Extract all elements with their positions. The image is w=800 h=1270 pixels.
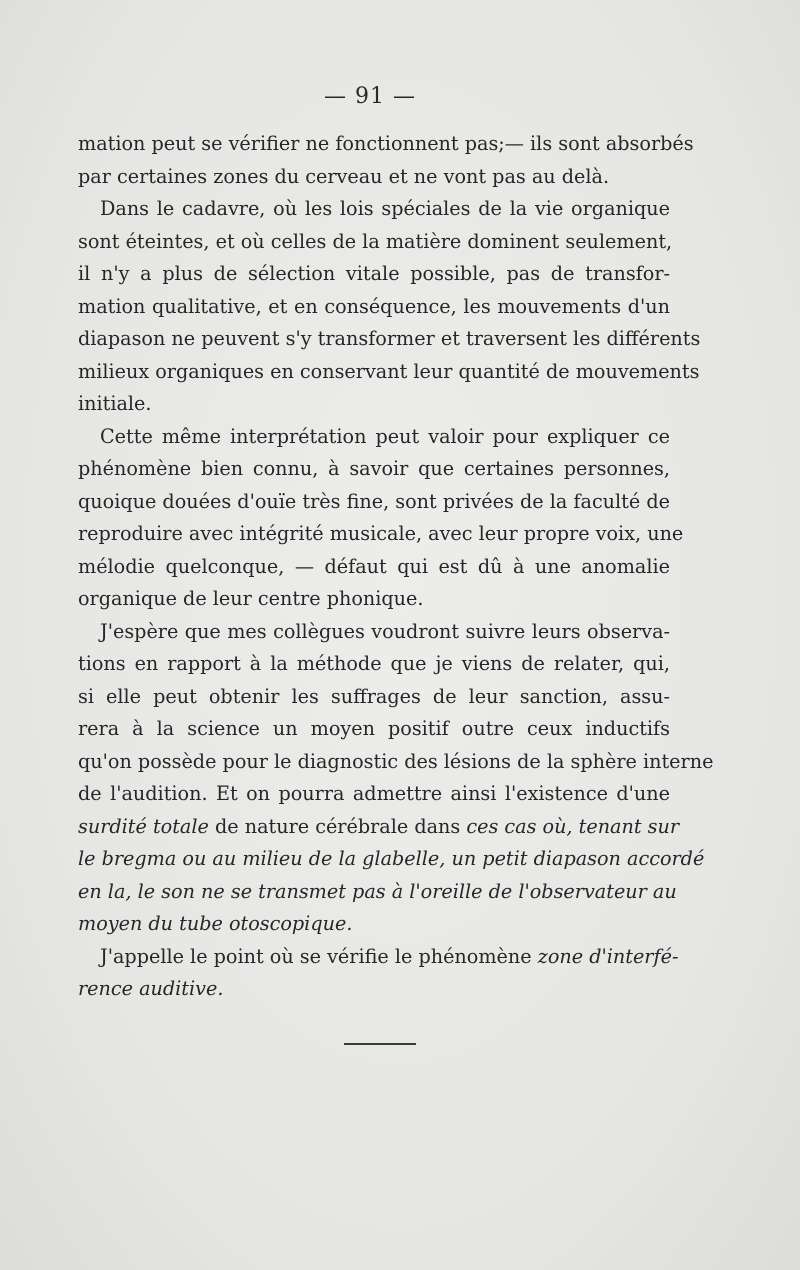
text-line: milieux organiques en conservant leur quantité de mouvements <box>78 359 700 383</box>
italic-phrase: surdité totale <box>78 814 209 838</box>
text-line: surdité totale de nature cérébrale dans ces cas où, tenant sur <box>78 814 680 838</box>
page-number: — 91 — <box>324 84 416 109</box>
text-line: tions en rapport à la méthode que je viens de relater, qui, <box>78 652 670 675</box>
text-line: qu'on possède pour le diagnostic des lésions de la sphère interne <box>78 749 714 773</box>
paragraph-start-line: J'espère que mes collègues voudront suivre leurs observa- <box>100 619 670 643</box>
italic-phrase: zone d'interfé- <box>537 944 679 968</box>
text-line: de l'audition. Et on pourra admettre ainsi l'existence d'une <box>78 782 670 805</box>
text-line: rera à la science un moyen positif outre ceux inductifs <box>78 717 670 740</box>
text-line: mation peut se vérifier ne fonctionnent pas;— ils sont absorbés <box>78 132 694 155</box>
text-line: il n'y a plus de sélection vitale possible, pas de transfor- <box>78 262 670 285</box>
text-line: quoique douées d'ouïe très fine, sont privées de la faculté de <box>78 489 670 513</box>
paragraph-start-line: J'appelle le point où se vérifie le phénomène zone d'interfé- <box>100 944 679 968</box>
italic-line: en la, le son ne se transmet pas à l'oreille de l'observateur au <box>78 879 677 903</box>
italic-line: moyen du tube otoscopique. <box>78 912 353 935</box>
text-line: organique de leur centre phonique. <box>78 587 424 610</box>
text-line: mélodie quelconque, — défaut qui est dû à une anomalie <box>78 554 670 578</box>
italic-line: le bregma ou au milieu de la glabelle, un petit diapason accordé <box>78 847 705 870</box>
paragraph-start-line: Dans le cadavre, où les lois spéciales de la vie organique <box>100 197 670 220</box>
text-line: mation qualitative, et en conséquence, les mouvements d'un <box>78 294 670 318</box>
text-line: par certaines zones du cerveau et ne vont pas au delà. <box>78 164 610 188</box>
paragraph-start-line: Cette même interprétation peut valoir pour expliquer ce <box>100 424 670 448</box>
text-line: phénomène bien connu, à savoir que certaines personnes, <box>78 457 670 480</box>
closing-rule <box>344 1043 416 1045</box>
italic-phrase: ces cas où, tenant sur <box>466 814 680 838</box>
text-line: reproduire avec intégrité musicale, avec leur propre voix, une <box>78 522 684 545</box>
body-text <box>78 128 714 1006</box>
text-line: diapason ne peuvent s'y transformer et traversent les différents <box>78 327 701 350</box>
text-line: initiale. <box>78 392 152 415</box>
italic-line: rence auditive. <box>78 977 224 1000</box>
text-line: si elle peut obtenir les suffrages de leur sanction, assu- <box>78 684 670 708</box>
text-line: sont éteintes, et où celles de la matière dominent seulement, <box>78 229 673 253</box>
